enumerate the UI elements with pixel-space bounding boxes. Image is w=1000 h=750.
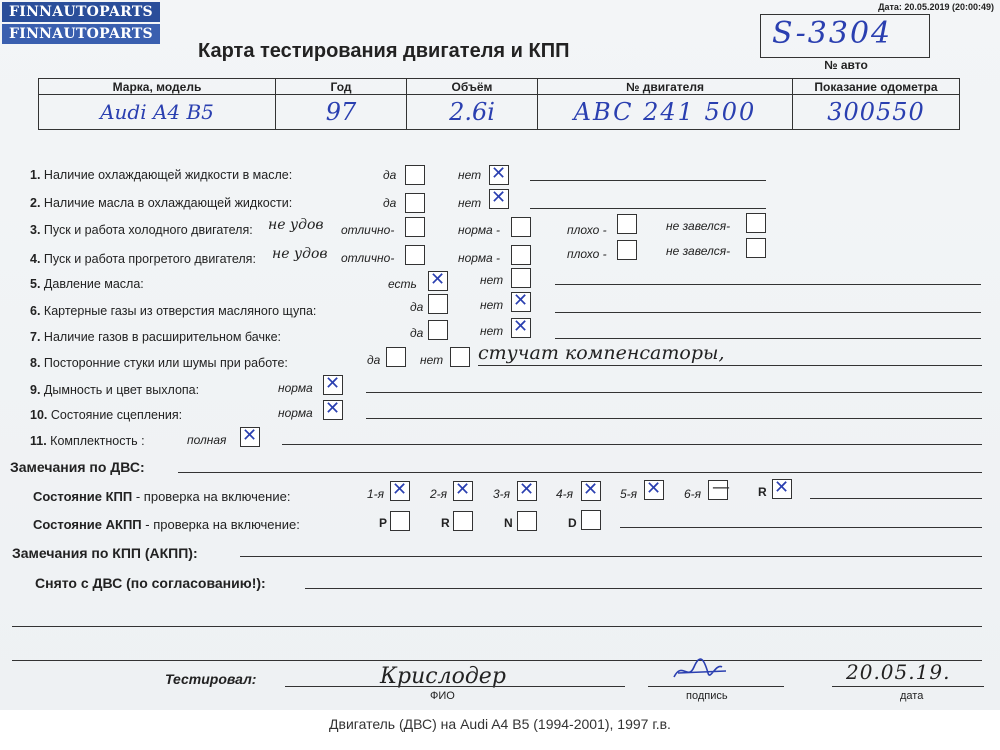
tester-name: Крислодер <box>380 664 506 689</box>
row-4-opt-nostart: не завелся- <box>666 244 731 258</box>
page-title: Карта тестирования двигателя и КПП <box>198 40 570 62</box>
row-11-label: 11. Комплектность : <box>30 434 145 448</box>
row-9-opt-normal: норма <box>278 381 313 395</box>
row-4-opt-bad: плохо - <box>567 247 607 261</box>
row-9-label: 9. Дымность и цвет выхлопа: <box>30 383 200 397</box>
row-4-label: 4. Пуск и работа прогретого двигателя: <box>30 252 256 266</box>
auto-number-label: № авто <box>824 58 868 72</box>
row-11-opt-full: полная <box>187 433 227 447</box>
row-6-opt-no: нет <box>480 298 504 312</box>
signature-image <box>670 655 730 687</box>
date-line <box>832 686 984 687</box>
row-6-notes-line <box>555 312 981 313</box>
akpp-p-label: P <box>379 516 388 530</box>
row-7-opt-yes: да <box>410 326 424 340</box>
row-8-notes-line <box>478 365 982 366</box>
row-3-label: 3. Пуск и работа холодного двигателя: <box>30 223 253 237</box>
gear-r-label: R <box>758 485 767 499</box>
row-6-yes-checkbox[interactable] <box>428 294 448 314</box>
removed-label: Снято с ДВС (по согласованию!): <box>35 575 266 591</box>
row-5-no-checkbox[interactable] <box>511 268 531 288</box>
row-3-opt-bad: плохо - <box>567 223 607 237</box>
gear-5-checkbox[interactable]: ✕ <box>644 480 664 500</box>
row-5-opt-yes: есть <box>388 277 417 291</box>
row-6-opt-yes: да <box>410 300 424 314</box>
dvs-remarks-line <box>178 472 982 473</box>
row-6-no-checkbox[interactable]: ✕ <box>511 292 531 312</box>
logo-bottom: FINNAUTOPARTS <box>2 24 160 44</box>
gear-4-label: 4-я <box>556 487 574 501</box>
akpp-d-label: D <box>568 516 577 530</box>
tested-by-label: Тестировал: <box>165 671 257 687</box>
kpp-check-line <box>810 498 982 499</box>
date-label: дата <box>900 690 924 702</box>
gear-5-label: 5-я <box>620 487 638 501</box>
row-11-notes-line <box>282 444 982 445</box>
row-10-opt-normal: норма <box>278 406 313 420</box>
row-3-normal-checkbox[interactable] <box>511 217 531 237</box>
row-4-bad-checkbox[interactable] <box>617 240 637 260</box>
col-engine-header: № двигателя <box>538 79 793 95</box>
row-4-opt-excellent: отлично- <box>341 251 395 265</box>
fio-label: ФИО <box>430 690 455 702</box>
row-1-yes-checkbox[interactable] <box>405 165 425 185</box>
row-9-notes-line <box>366 392 982 393</box>
row-7-label: 7. Наличие газов в расширительном бачке: <box>30 330 282 344</box>
row-1-notes-line <box>530 180 766 181</box>
engine-value: ABC 241 500 <box>538 95 793 130</box>
gear-r-checkbox[interactable]: ✕ <box>772 479 792 499</box>
row-8-no-checkbox[interactable] <box>450 347 470 367</box>
col-odometer-header: Показание одометра <box>793 79 960 95</box>
header-table <box>38 78 960 130</box>
gear-1-label: 1-я <box>367 487 385 501</box>
signature-label: подпись <box>686 690 728 702</box>
odometer-value: 300550 <box>793 95 960 130</box>
row-1-opt-yes: да <box>383 168 397 182</box>
gear-3-checkbox[interactable]: ✕ <box>517 481 537 501</box>
col-year-header: Год <box>276 79 407 95</box>
row-6-label: 6. Картерные газы из отверстия масляного щупа: <box>30 304 317 318</box>
akpp-r-label: R <box>441 516 450 530</box>
row-3-bad-checkbox[interactable] <box>617 214 637 234</box>
row-3-opt-nostart: не завелся- <box>666 219 731 233</box>
row-1-label: 1. Наличие охлаждающей жидкости в масле: <box>30 168 293 182</box>
row-2-no-checkbox[interactable]: ✕ <box>489 189 509 209</box>
row-4-note: не удов <box>272 246 328 262</box>
year-value: 97 <box>276 95 407 130</box>
kpp-check-label: Состояние КПП - проверка на включение: <box>33 489 291 504</box>
row-8-yes-checkbox[interactable] <box>386 347 406 367</box>
gear-4-checkbox[interactable]: ✕ <box>581 481 601 501</box>
akpp-check-label: Состояние АКПП - проверка на включение: <box>33 517 300 532</box>
row-2-notes-line <box>530 208 766 209</box>
gear-6-label: 6-я <box>684 487 702 501</box>
card-id: S-3304 <box>772 16 893 51</box>
gear-3-label: 3-я <box>493 487 511 501</box>
row-5-notes-line <box>555 284 981 285</box>
gear-2-label: 2-я <box>430 487 448 501</box>
kpp-remarks-label: Замечания по КПП (АКПП): <box>12 545 198 561</box>
removed-line-3 <box>12 660 982 661</box>
tester-name-line <box>285 686 625 687</box>
row-8-note: стучат компенсаторы, <box>478 342 725 364</box>
akpp-r-checkbox[interactable] <box>453 511 473 531</box>
col-model-header: Марка, модель <box>39 79 276 95</box>
row-8-label: 8. Посторонние стуки или шумы при работе: <box>30 356 288 370</box>
row-4-nostart-checkbox[interactable] <box>746 238 766 258</box>
row-3-excellent-checkbox[interactable] <box>405 217 425 237</box>
row-4-normal-checkbox[interactable] <box>511 245 531 265</box>
akpp-n-label: N <box>504 516 513 530</box>
row-10-label: 10. Состояние сцепления: <box>30 408 183 422</box>
row-5-yes-checkbox[interactable]: ✕ <box>428 271 448 291</box>
akpp-check-line <box>620 527 982 528</box>
akpp-n-checkbox[interactable] <box>517 511 537 531</box>
row-2-label: 2. Наличие масла в охлаждающей жидкости: <box>30 196 293 210</box>
row-3-opt-excellent: отлично- <box>341 223 395 237</box>
gear-2-checkbox[interactable]: ✕ <box>453 481 473 501</box>
akpp-p-checkbox[interactable] <box>390 511 410 531</box>
caption: Двигатель (ДВС) на Audi A4 B5 (1994-2001), 1997 г.в. <box>329 716 671 732</box>
row-7-yes-checkbox[interactable] <box>428 320 448 340</box>
row-7-opt-no: нет <box>480 324 504 338</box>
row-3-opt-normal: норма - <box>458 223 501 237</box>
row-2-opt-yes: да <box>383 196 397 210</box>
row-10-notes-line <box>366 418 982 419</box>
row-5-label: 5. Давление масла: <box>30 277 144 291</box>
row-8-opt-yes: да <box>367 353 381 367</box>
date-value: 20.05.19. <box>846 660 951 684</box>
logo-top: FINNAUTOPARTS <box>2 2 160 22</box>
row-1-no-checkbox[interactable]: ✕ <box>489 165 509 185</box>
row-4-opt-normal: норма - <box>458 251 501 265</box>
kpp-remarks-line <box>240 556 982 557</box>
row-3-nostart-checkbox[interactable] <box>746 213 766 233</box>
row-8-opt-no: нет <box>420 353 444 367</box>
row-10-normal-checkbox[interactable]: ✕ <box>323 400 343 420</box>
signature-line <box>648 686 784 687</box>
row-9-normal-checkbox[interactable]: ✕ <box>323 375 343 395</box>
row-5-opt-no: нет <box>480 273 504 287</box>
row-7-no-checkbox[interactable]: ✕ <box>511 318 531 338</box>
removed-line-1 <box>305 588 982 589</box>
gear-1-checkbox[interactable]: ✕ <box>390 481 410 501</box>
stamp-date: Дата: 20.05.2019 (20:00:49) <box>878 2 994 12</box>
removed-line-2 <box>12 626 982 627</box>
model-value: Audi A4 B5 <box>39 95 276 130</box>
row-4-excellent-checkbox[interactable] <box>405 245 425 265</box>
row-2-opt-no: нет <box>458 196 482 210</box>
dvs-remarks-label: Замечания по ДВС: <box>10 459 145 475</box>
row-3-note: не удов <box>268 217 324 233</box>
col-volume-header: Объём <box>407 79 538 95</box>
gear-6-checkbox[interactable]: — <box>708 480 728 500</box>
row-7-notes-line <box>555 338 981 339</box>
akpp-d-checkbox[interactable] <box>581 510 601 530</box>
volume-value: 2.6i <box>407 95 538 130</box>
row-1-opt-no: нет <box>458 168 482 182</box>
row-2-yes-checkbox[interactable] <box>405 193 425 213</box>
row-11-full-checkbox[interactable]: ✕ <box>240 427 260 447</box>
